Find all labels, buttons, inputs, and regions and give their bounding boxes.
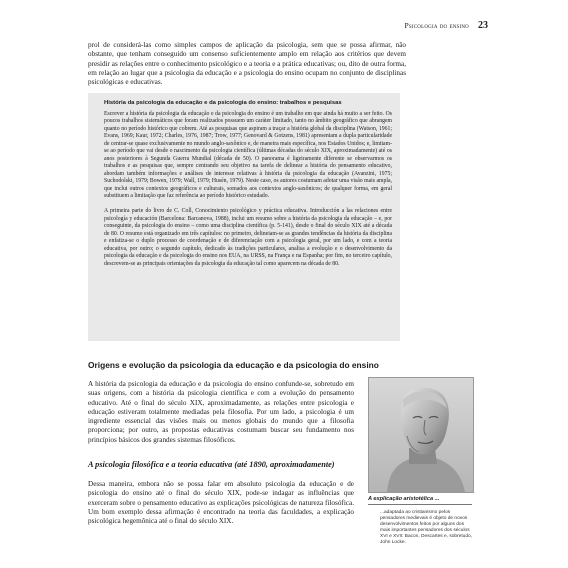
section-heading: Origens e evolução da psicologia da educação e da psicologia do ensino [88,360,379,370]
page-number: 23 [478,20,488,31]
sidebar-box [88,93,400,341]
aristotle-bust-image [368,377,474,493]
subsection-paragraph: Dessa maneira, embora não se possa falar em absoluto psicologia da educação e de psicologia do ensino até o final do século XIX, pode-se indagar as influências que exerceram sobre o pensamento educativo as explicações psicológicas de natureza filosófica. Um bom exemplo dessa afirmação é encontrado na teoria das faculdades, a explicação psicológica hegemônica até o final do século XIX. [88,480,354,525]
figure-note: ...adaptada ao cristianismo pelos pensadores medievais é objeto de novos desenvolvimentos feitos por alguns dos mais importantes pensadores dos séculos XVI e XVII: Bacon, Descartes e, sobretudo, John Locke. [380,510,472,546]
page-header [88,20,488,34]
figure-caption: A explicação aristotélica ... [368,496,440,502]
box-paragraph-2: A primeira parte do livro de C. Coll, Conocimiento psicológico y práctica educativa. Introducción a las relaciones entre psicología y educación (Barcelona: Barcanova, 1988), inclui um resumo sobre a história da psicologia da educação – e, por conseguinte, da psicologia do ensino – como uma disciplina científica (p. 5-141), desde o final do século XIX até a década de 80. O resumo está organizado em três capítulos: no primeiro, delineiam-se as grandes tendências da história da disciplina e enfatiza-se o duplo processo de coordenação e de diferenciação com a psicologia geral, por um lado, e com a teoria educativa, por outro; o segundo capítulo, dedicado às tradições particulares, analisa a evolução e o desenvolvimento da psicologia da educação e da psicologia do ensino nos EUA, na URSS, na França e na Espanha; por fim, no terceiro capítulo, descrevem-se as principais orientações da psicologia da educação tal como aparecem na década de 80. [104,208,392,267]
sidebar-box-content [104,99,392,273]
box-title: História da psicologia da educação e da psicologia do ensino: trabalhos e pesquisas [104,100,342,106]
section-paragraph: A história da psicologia da educação e da psicologia do ensino confunde-se, sobretudo em suas origens, com a história da psicologia científica e com a evolução do pensamento educativo. Até o final do século XIX, aproximadamente, as relações entre psicologia e educação estiveram totalmente mediadas pela filosofia. Por um lado, a psicologia é um ingrediente essencial das visões mais ou menos globais do mundo que a filosofia proporciona; por outro, as propostas educativas costumam buscar seu fundamento nos princípios básicos dos grandes sistemas filosóficos. [88,380,354,444]
running-head: Psicologia do ensino [404,21,469,30]
box-paragraph-1: Escrever a história da psicologia da educação e da psicologia do ensino é um trabalho em que ainda há muito a ser feito. Os poucos trabalhos sistemáticos que foram realizados possuem um caráter limitado, tanto no âmbito geográfico que abrangem quanto no período histórico que cobrem. Até as pesquisas que aspiram a traçar a história global da disciplina (Watson, 1961; Evans, 1969; Kaur, 1972; Charles, 1976, 1987; Trow, 1977; Genovard & Gotzens, 1981) apresentam a dupla particularidade de centrar-se quase exclusivamente no mundo anglo-saxônico e, de maneira mais específica, nos Estados Unidos; e, limitam-se ao período que vai desde o nascimento da psicologia científica (últimas décadas do século XIX, aproximadamente) até os anos posteriores à Segunda Guerra Mundial (década de 50). O panorama é ligeiramente diferente se observarmos os trabalhos e as pesquisas que, sempre centrando seu objetivo na tarefa de delinear a história do pensamento educativo, abordam também informações e análises de interesse relativas à história da psicologia da educação (Avanzini, 1975; Suchodolski, 1979; Bowen, 1979; Wall, 1979; Husén, 1979). Neste caso, os autores costumam adotar uma visão mais ampla, que inclui outros contextos geográficos e culturais, somados aos contextos anglo-saxônicos; de qualquer forma, em geral substituem a limitação que faz referência ao período histórico estudado. [104,111,392,199]
subsection-heading: A psicologia filosófica e a teoria educativa (até 1890, aproximadamente) [88,460,335,469]
intro-paragraph: prol de considerá-las como simples campos de aplicação da psicologia, sem que se possa afirmar, não obstante, que tenham conseguido um consenso suficientemente amplo em relação aos critérios que devem presidir as relações entre o conhecimento psicológico e a teoria e a prática educativas; ou, dito de outra forma, em relação ao lugar que a psicologia da educação e a psicologia do ensino ocupam no conjunto de disciplinas psicológicas e educativas. [88,41,406,87]
caption-divider [368,504,472,505]
bust-illustration [369,378,473,492]
